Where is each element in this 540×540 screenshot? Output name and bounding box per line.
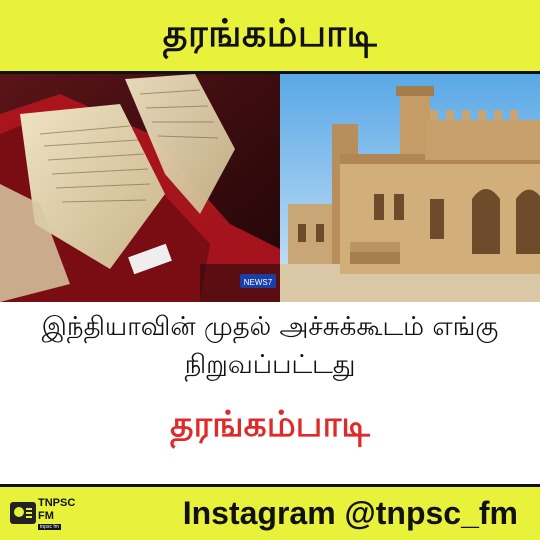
- fort-building-photo: [280, 74, 540, 302]
- logo-line-3: tnpsc fm: [40, 523, 59, 530]
- answer-text: தரங்கம்பாடி: [170, 404, 370, 445]
- instagram-handle[interactable]: Instagram @tnpsc_fm: [182, 495, 518, 531]
- header-banner: [0, 0, 540, 74]
- manuscript-illustration: [0, 74, 280, 302]
- logo-line-2: FM: [38, 509, 54, 522]
- question-text: [10, 308, 530, 384]
- question-line-2: நிறுவப்பட்டது: [184, 350, 356, 380]
- tnpsc-fm-logo: [10, 494, 76, 534]
- question-line-1: இந்தியாவின் முதல் அச்சுக்கூடம் எங்கு: [41, 312, 499, 342]
- photo-strip: [0, 74, 540, 302]
- manuscript-display-photo: [0, 74, 280, 302]
- logo-line-1: TNPSC: [38, 496, 76, 509]
- radio-icon: [10, 502, 36, 524]
- watermark-text: NEWS7: [243, 278, 273, 287]
- page-title: தரங்கம்பாடி: [162, 10, 378, 55]
- fort-illustration: [280, 74, 540, 302]
- footer-banner: [0, 484, 540, 540]
